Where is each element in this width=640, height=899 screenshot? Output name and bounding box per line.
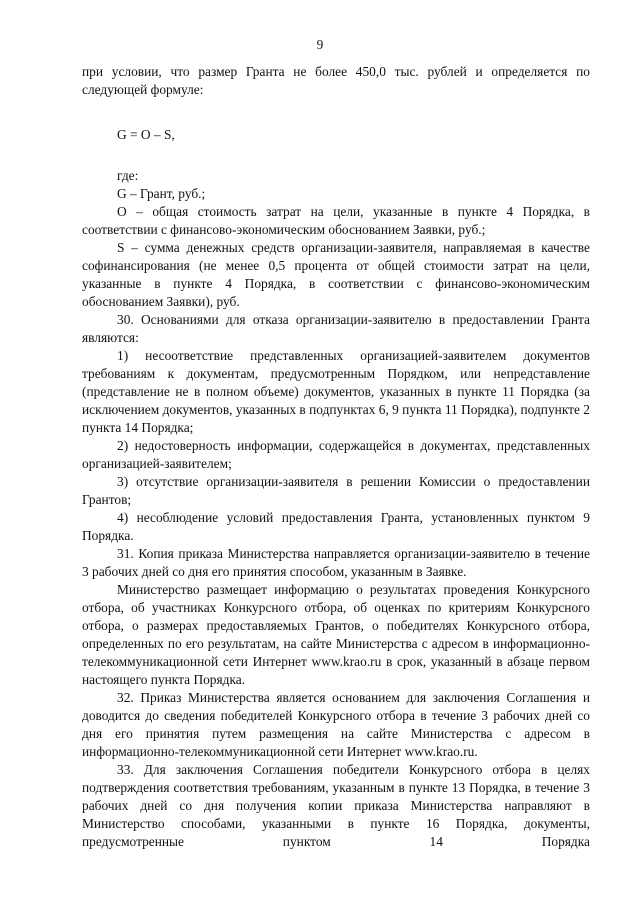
definition-s: S – сумма денежных средств организации-заявителя, направляемая в качестве софинансирования (не менее 0,5 процента от общей стоимости затрат на цели, указанные в пункте 4 Порядка, в соответствии с финансово-экономическим обоснованием Заявки), руб. (82, 240, 590, 309)
definition-o: O – общая стоимость затрат на цели, указанные в пункте 4 Порядка, в соответствии с финансово-экономическим обоснованием Заявки, руб.; (82, 204, 590, 237)
where-label: где: (117, 168, 139, 183)
page-body (82, 63, 590, 851)
clause-31-publication: Министерство размещает информацию о результатах проведения Конкурсного отбора, об участниках Конкурсного отбора, об оценках по критериям Конкурсного отбора, о размерах предоставляемых Грантов, о победителях Конкурсного отбора, определенных по его результатам, на сайте Министерства с адресом в информационно-телекоммуникационной сети Интернет www.krao.ru в срок, указанный в абзаце первом настоящего пункта Порядка. (82, 582, 590, 687)
page-number: 9 (316, 37, 324, 52)
definition-g: G – Грант, руб.; (117, 186, 206, 201)
clause-30-item-3: 3) отсутствие организации-заявителя в решении Комиссии о предоставлении Грантов; (82, 474, 590, 507)
clause-30: 30. Основаниями для отказа организации-заявителю в предоставлении Гранта являются: (82, 312, 590, 345)
clause-30-item-4: 4) несоблюдение условий предоставления Гранта, установленных пунктом 9 Порядка. (82, 510, 590, 543)
clause-31: 31. Копия приказа Министерства направляется организации-заявителю в течение 3 рабочих дней со дня его принятия способом, указанным в Заявке. (82, 546, 590, 579)
clause-32: 32. Приказ Министерства является основанием для заключения Соглашения и доводится до сведения победителей Конкурсного отбора в течение 3 рабочих дней со дня его принятия путем размещения на сайте Министерства с адресом в информационно-телекоммуникационной сети Интернет www.krao.ru. (82, 690, 590, 759)
intro-paragraph: при условии, что размер Гранта не более 450,0 тыс. рублей и определяется по следующей формуле: (82, 64, 590, 97)
clause-30-item-1: 1) несоответствие представленных организацией-заявителем документов требованиям к документам, предусмотренным Порядком, или непредставление (представление не в полном объеме) документов, указанных в пункте 11 Порядка (за исключением документов, указанных в подпунктах 6, 9 пункта 11 Порядка), подпункте 2 пункта 14 Порядка; (82, 348, 590, 435)
grant-formula: G = O – S, (117, 127, 175, 142)
clause-30-item-2: 2) недостоверность информации, содержащейся в документах, представленных организацией-заявителем; (82, 438, 590, 471)
clause-33: 33. Для заключения Соглашения победители Конкурсного отбора в целях подтверждения соответствия требованиям, указанным в пункте 13 Порядка, в течение 3 рабочих дней со дня получения копии приказа Министерства направляют в Министерство способами, указанными в пункте 16 Порядка, документы, предусмотренные пунктом 14 Порядка (82, 762, 590, 849)
